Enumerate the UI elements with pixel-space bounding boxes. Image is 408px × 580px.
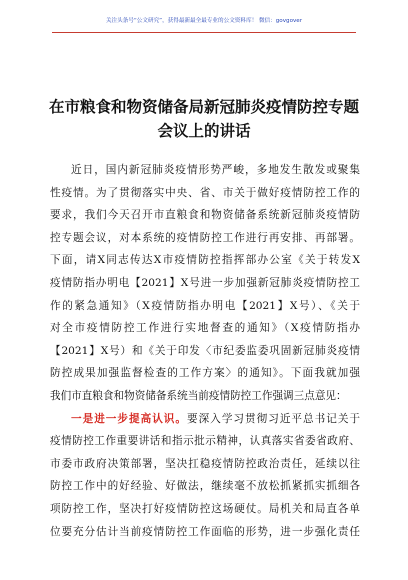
- body-line: 疫情防控工作重要讲话和指示批示精神，认真落实省委省政府、: [50, 435, 360, 448]
- body-line: 要求，我们今天召开市直粮食和物资储备系统新冠肺炎疫情防: [50, 209, 360, 222]
- body-line: 性疫情。为了贯彻落实中央、省、市关于做好疫情防控工作的: [50, 186, 360, 199]
- document-title-line-1: 在市粮食和物资储备局新冠肺炎疫情防控专题: [48, 97, 359, 116]
- section-1-first-line-text: 要深入学习贯彻习近平总书记关于: [187, 412, 360, 425]
- body-line: 下面，请X同志传达X市疫情防控指挥部办公室《关于转发X: [50, 254, 360, 267]
- body-line: 我们市直粮食和物资储备系统当前疫情防控工作强调三点意见：: [50, 389, 347, 402]
- body-line: 疫情防指办明电【2021】X号进一步加强新冠肺炎疫情防控工: [50, 276, 360, 289]
- body-line: 【2021】X号）和《关于印发〈市纪委监委巩固新冠肺炎疫情: [50, 344, 360, 357]
- body-line: 近日，国内新冠肺炎疫情形势严峻，多地发生散发或聚集: [71, 164, 360, 176]
- body-line: 防控成果加强监督检查的工作方案〉的通知》。下面我就加强: [50, 367, 360, 380]
- document-body: [50, 159, 360, 543]
- body-line: 市委市政府决策部署，坚决扛稳疫情防控政治责任，延续以往: [50, 457, 360, 470]
- body-line: 对全市疫情防控工作进行实地督查的通知》（X疫情防指办: [50, 322, 360, 335]
- section-1-heading: 一是进一步提高认识。: [71, 412, 188, 425]
- document-title-line-2: 会议上的讲话: [157, 121, 251, 140]
- body-line: 防控工作中的好经验、好做法，继续毫不放松抓紧抓实抓细各: [50, 480, 360, 493]
- body-line: 控专题会议，对本系统的疫情防控工作进行再安排、再部署。: [50, 231, 360, 244]
- body-line: 作的紧急通知》（X疫情防指办明电【2021】X号）、《关于: [50, 299, 360, 312]
- header-banner: 关注头条号“公文研究”，获得最新最全最专业的公文资料库！ 微信：govgover: [52, 10, 356, 33]
- body-line: 项防控工作，坚决打好疫情防控这场硬仗。局机关和局直各单: [50, 502, 360, 515]
- body-line: 位要充分估计当前疫情防控工作面临的形势，进一步强化责任: [50, 525, 360, 538]
- section-1-first-line: [50, 408, 360, 431]
